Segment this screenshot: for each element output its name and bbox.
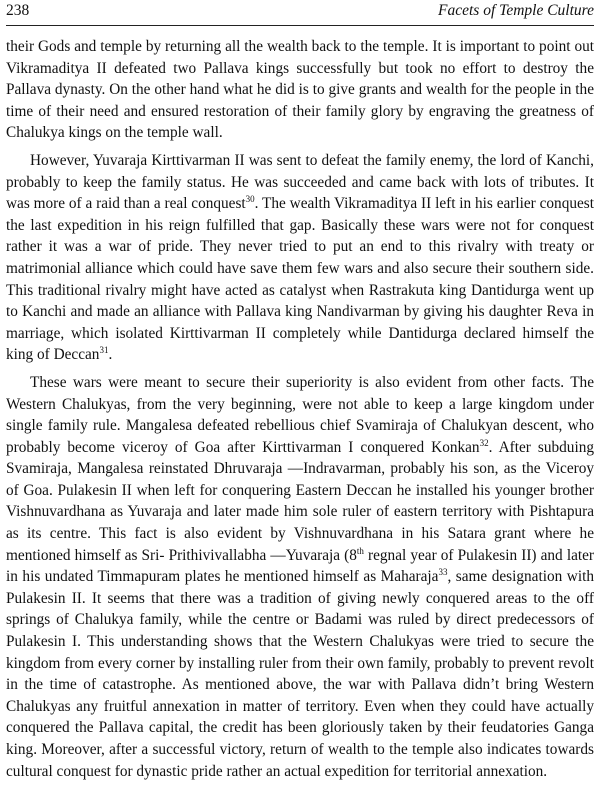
footnote-ref-33[interactable]: 33 xyxy=(438,567,448,578)
paragraph-1-text: their Gods and temple by returning all the wealth back to the temple. It is important to point out Vikramaditya II defeated two Pallava kings successfully but took no effort to destroy the Pallava dynasty. On the other hand what he did is to give grants and wealth for the people in the time of their need and ensured restoration of their family glory by engraving the greatness of Chalukya kings on the temple wall. xyxy=(6,38,594,142)
paragraph-1 xyxy=(6,36,594,144)
page-number: 238 xyxy=(6,2,30,19)
footnote-ref-30[interactable]: 30 xyxy=(245,194,255,205)
footnote-ref-31[interactable]: 31 xyxy=(99,345,109,356)
page-header xyxy=(6,2,594,26)
paragraph-3 xyxy=(6,372,594,782)
paragraph-3-text-c: regnal year of Pulakesin II) and later in his undated Timmapuram plates he mentioned himself as Maharaja xyxy=(6,546,594,586)
body-text xyxy=(6,36,594,788)
footnote-ref-32[interactable]: 32 xyxy=(479,437,489,448)
paragraph-2-text-b: . The wealth Vikramaditya II left in his earlier conquest the last expedition in his reign fulfilled that gap. Basically these wars were not for conquest rather it was a war of pride. They never tried to put an end to this rivalry with treaty or matrimonial alliance which could have save them few wars and also secure their southern side. This traditional rivalry might have acted as catalyst when Rastrakuta king Dantidurga went up to Kanchi and made an alliance with Pallava king Nandivarman by giving his daughter Reva in marriage, which isolated Kirttivarman II completely while Dantidurga declared himself the king of Deccan xyxy=(6,195,594,364)
paragraph-3-text-d: , same designation with Pulakesin II. It seems that there was a tradition of giving newly conquered areas to the off springs of Chalukya family, while the centre or Badami was ruled by direct predecessors of Pulakesin I. This understanding shows that the Western Chalukyas were tried to secure the kingdom from every corner by installing ruler from their own family, probably to prevent revolt in the time of catastrophe. As mentioned above, the war with Pallava didn’t bring Western Chalukyas any fruitful annexation in matter of territory. Even when they could have actually conquered the Pallava capital, the credit has been gloriously taken by their feudatories Ganga king. Moreover, after a successful victory, return of wealth to the temple also indicates towards cultural conquest for dynastic pride rather an actual expedition for territorial annexation. xyxy=(6,568,594,780)
header-rule xyxy=(6,25,594,26)
paragraph-2-text-c: . xyxy=(108,346,113,364)
paragraph-2 xyxy=(6,150,594,366)
paragraph-2-text-a: However, Yuvaraja Kirttivarman II was sent to defeat the family enemy, the lord of Kanchi, probably to keep the family status. He was succeeded and came back with lots of tributes. It was more of a raid than a real conquest xyxy=(6,151,594,213)
paragraph-3-text-b: . After subduing Svamiraja, Mangalesa reinstated Dhruvaraja —Indravarman, probably his son, as the Viceroy of Goa. Pulakesin II when left for conquering Eastern Deccan he installed his younger brother Vishnuvardhana as Yuvaraja and later made him sole ruler of eastern territory with Pishtapura as its centre. This fact is also evident by Vishnuvardhana in his Satara grant where he mentioned himself as Sri- Prithivivallabha —Yuvaraja (8 xyxy=(6,438,594,564)
ordinal-suffix: th xyxy=(356,545,364,556)
running-title: Facets of Temple Culture xyxy=(438,2,594,19)
paragraph-3-text-a: These wars were meant to secure their superiority is also evident from other facts. The Western Chalukyas, from the very beginning, were not able to keep a large kingdom under single family rule. Mangalesa defeated rebellious chief Svamiraja of Chalukyan descent, who probably become viceroy of Goa after Kirttivarman I conquered Konkan xyxy=(6,373,594,456)
